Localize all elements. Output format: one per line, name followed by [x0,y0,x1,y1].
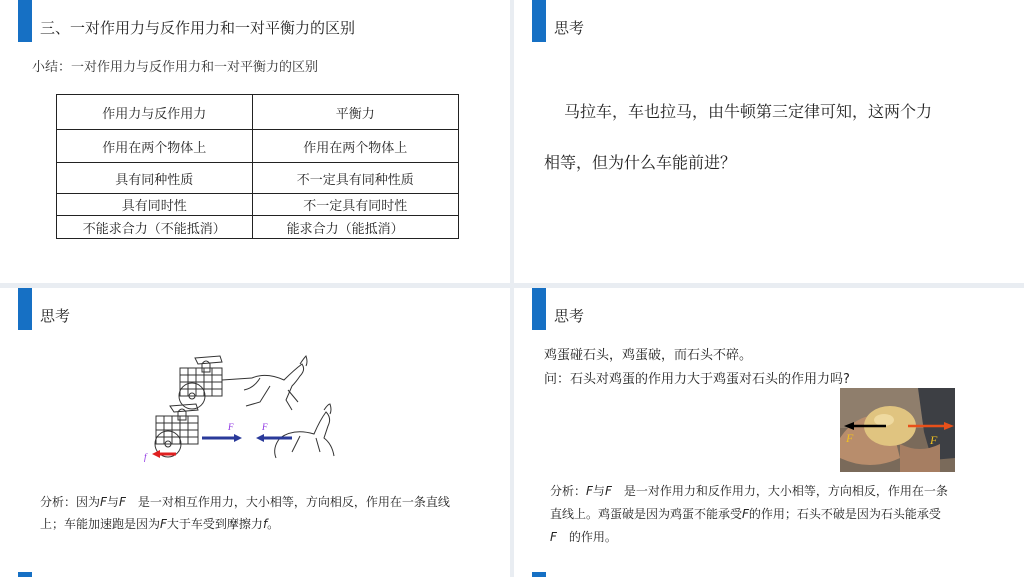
analysis-text: 是一对相互作用力，大小相等，方向相反，作用在一条直线 [125,495,450,509]
analysis-text: 分析： [550,484,587,498]
analysis-text: 与 [106,495,119,509]
analysis-line-3 [550,528,617,545]
comparison-table [56,94,459,239]
analysis-text: 分析：因为 [40,495,101,509]
statement-line: 鸡蛋碰石头，鸡蛋破，而石头不碎。 [544,348,753,363]
table-cell: 不一定具有同时性 [252,194,458,216]
next-slide-accent [18,572,32,577]
analysis-text: 的作用；石头不破是因为石头能承受 [748,507,941,521]
force-F-horse-label: F [262,422,268,432]
force-symbol: F [118,495,126,509]
slide-subtitle: 小结：一对作用力与反作用力和一对平衡力的区别 [32,60,319,75]
analysis-text: 大于车受到摩擦力 [166,517,263,531]
analysis-line-1 [550,482,948,499]
horse-top-icon [244,356,307,410]
analysis-text: 。 [267,517,280,531]
table-row [57,216,459,239]
table-cell: 不能求合力（不能抵消） [57,216,253,239]
analysis-text: 与 [592,484,605,498]
force-right-label: F [930,433,938,447]
slide-title: 思考 [40,307,71,325]
analysis-text: 直线上。鸡蛋破是因为鸡蛋不能承受 [550,507,743,521]
analysis-line-1 [40,493,450,510]
title-accent-bar [532,0,546,42]
force-symbol: F [604,484,612,498]
question-line-1: 马拉车，车也拉马，由牛顿第三定律可知，这两个力 [564,102,933,121]
cart-top-icon [179,356,252,409]
table-row [57,130,459,163]
table-row [57,95,459,130]
friction-f-label: f [144,452,147,462]
egg-stone-photo [840,388,955,472]
slide-1 [0,0,510,283]
table-row [57,163,459,194]
force-symbol: F [742,507,749,521]
friction-symbol: f [262,517,268,531]
table-row [57,194,459,216]
force-symbol: F [550,530,557,544]
slide-3 [0,288,510,577]
slide-title: 三、一对作用力与反作用力和一对平衡力的区别 [40,19,356,37]
force-left-label: F [846,431,854,445]
table-cell: 能求合力（能抵消） [252,216,458,239]
table-cell: 具有同时性 [57,194,253,216]
table-cell: 作用在两个物体上 [57,130,253,163]
force-symbol: F [586,484,593,498]
question-line: 问：石头对鸡蛋的作用力大于鸡蛋对石头的作用力吗? [544,372,850,387]
force-F-cart-arrow [202,434,242,442]
title-accent-bar [18,288,32,330]
analysis-text: 是一对作用力和反作用力，大小相等，方向相反，作用在一条 [611,484,948,498]
table-cell: 具有同种性质 [57,163,253,194]
table-cell: 作用在两个物体上 [252,130,458,163]
force-F-cart-label: F [228,422,234,432]
analysis-line-2 [550,505,941,522]
analysis-line-2 [40,515,279,532]
force-F-horse-arrow [256,434,292,442]
horse-cart-illustration [140,350,370,475]
slide-title: 思考 [554,19,585,37]
title-accent-bar [18,0,32,42]
slide-title: 思考 [554,307,585,325]
force-symbol: F [100,495,107,509]
analysis-text: 的作用。 [556,530,617,544]
title-accent-bar [532,288,546,330]
table-cell: 平衡力 [252,95,458,130]
question-line-2: 相等，但为什么车能前进？ [544,153,737,172]
table-cell: 作用力与反作用力 [57,95,253,130]
force-symbol: F [160,517,167,531]
table-cell: 不一定具有同种性质 [252,163,458,194]
slide-4 [514,288,1024,577]
slide-2 [514,0,1024,283]
analysis-text: 上；车能加速跑是因为 [40,517,161,531]
next-slide-accent [532,572,546,577]
cart-bottom-icon [155,404,198,457]
horse-bottom-icon [275,404,334,458]
